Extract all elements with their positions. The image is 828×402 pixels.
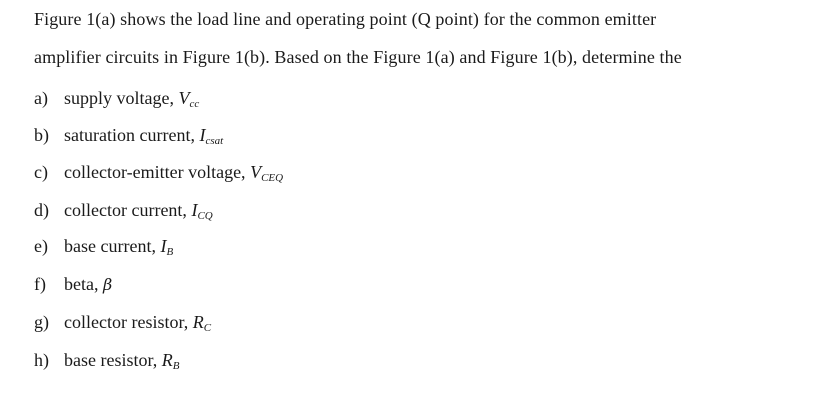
subscript: csat <box>205 135 224 147</box>
item-text: collector current, <box>64 200 192 220</box>
subscript: CEQ <box>261 172 284 184</box>
symbol: I <box>160 236 167 256</box>
list-item-base-current <box>34 236 173 257</box>
list-item-collector-current <box>34 200 213 221</box>
symbol: V <box>178 88 190 108</box>
item-text: collector resistor, <box>64 312 193 332</box>
subscript: cc <box>189 98 200 110</box>
item-text: base resistor, <box>64 350 162 370</box>
item-text: beta, <box>64 274 103 294</box>
subscript: C <box>203 322 212 334</box>
item-marker: b) <box>34 125 49 145</box>
list-item-base-resistor <box>34 350 180 371</box>
symbol: R <box>161 350 173 370</box>
symbol: R <box>192 312 204 332</box>
list-item-supply-voltage <box>34 88 199 109</box>
intro-line-1: Figure 1(a) shows the load line and operating point (Q point) for the common emitter <box>34 9 657 29</box>
intro-line-2: amplifier circuits in Figure 1(b). Based on the Figure 1(a) and Figure 1(b), determine the <box>34 47 682 67</box>
item-marker: e) <box>34 236 48 256</box>
symbol: I <box>191 200 198 220</box>
item-text: supply voltage, <box>64 88 179 108</box>
symbol: V <box>250 162 262 182</box>
item-text: saturation current, <box>64 125 200 145</box>
item-marker: a) <box>34 88 48 108</box>
item-marker: f) <box>34 274 46 294</box>
subscript: CQ <box>197 210 213 222</box>
subscript: B <box>166 246 174 258</box>
symbol: I <box>199 125 206 145</box>
item-marker: d) <box>34 200 49 220</box>
item-marker: g) <box>34 312 49 332</box>
subscript: B <box>172 360 180 372</box>
item-text: collector-emitter voltage, <box>64 162 251 182</box>
item-marker: h) <box>34 350 49 370</box>
list-item-beta <box>34 274 112 295</box>
item-text: base current, <box>64 236 161 256</box>
list-item-collector-resistor <box>34 312 211 333</box>
symbol: β <box>102 275 113 294</box>
list-item-saturation-current <box>34 125 223 146</box>
list-item-collector-emitter-voltage <box>34 162 283 183</box>
item-marker: c) <box>34 162 48 182</box>
